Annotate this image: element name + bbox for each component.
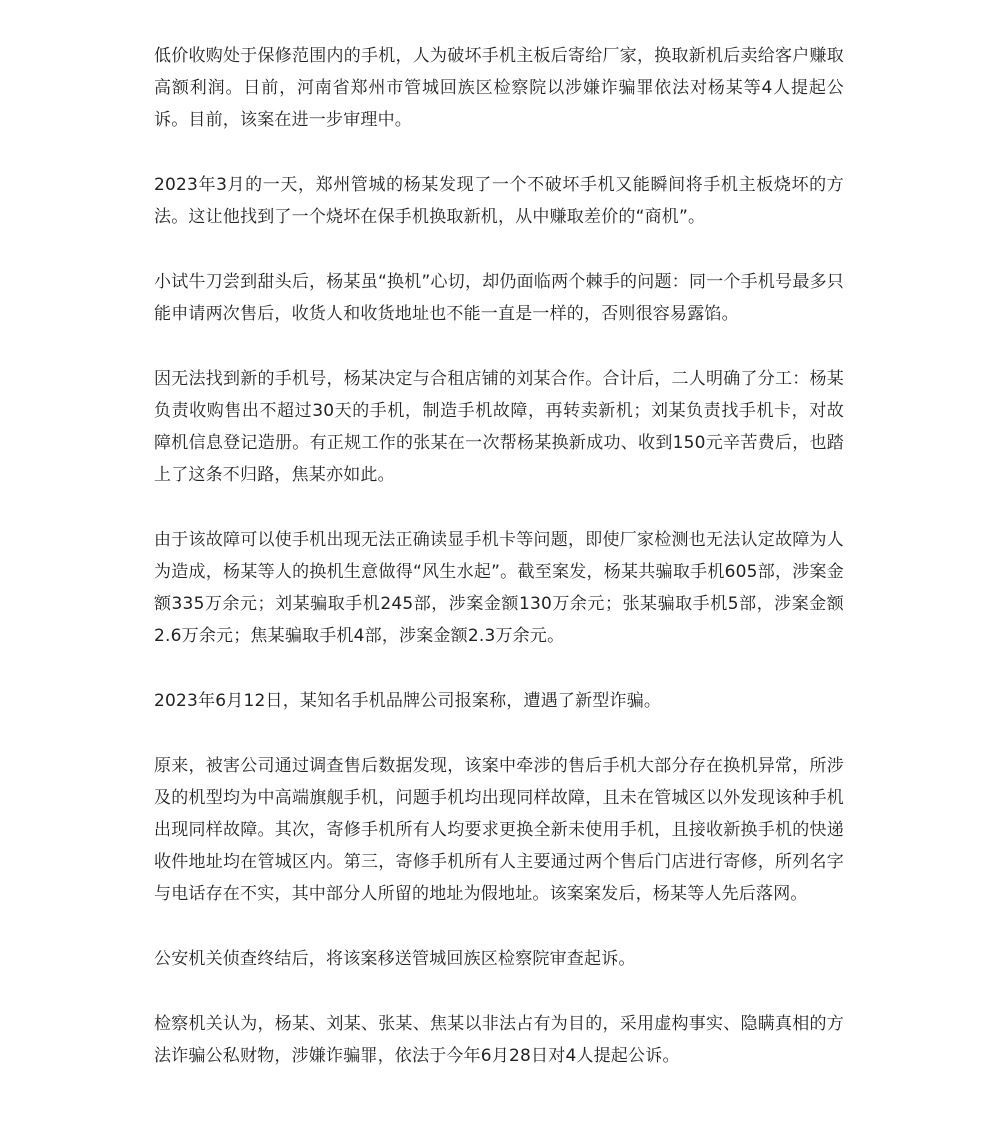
paragraph-intro: 低价收购处于保修范围内的手机，人为破坏手机主板后寄给厂家，换取新机后卖给客户赚取高额利润。日前，河南省郑州市管城回族区检察院以涉嫌诈骗罪依法对杨某等4人提起公诉。目前，该案在进一步审理中。 (154, 46, 844, 130)
paragraph-transfer: 公安机关侦查终结后，将该案移送管城回族区检察院审查起诉。 (154, 949, 636, 969)
paragraph-problem: 小试牛刀尝到甜头后，杨某虽“换机”心切，却仍面临两个棘手的问题：同一个手机号最多只能申请两次售后，收货人和收货地址也不能一直是一样的，否则很容易露馅。 (154, 272, 844, 324)
paragraph-prosecution: 检察机关认为，杨某、刘某、张某、焦某以非法占有为目的，采用虚构事实、隐瞒真相的方法诈骗公私财物，涉嫌诈骗罪，依法于今年6月28日对4人提起公诉。 (154, 1014, 844, 1066)
paragraph-amounts: 由于该故障可以使手机出现无法正确读显手机卡等问题，即使厂家检测也无法认定故障为人为造成，杨某等人的换机生意做得“风生水起”。截至案发，杨某共骗取手机605部，涉案金额335万余元；刘某骗取手机245部，涉案金额130万余元；张某骗取手机5部，涉案金额2.6万余元；焦某骗取手机4部，涉案金额2.3万余元。 (154, 530, 844, 646)
article-body (154, 40, 844, 1072)
paragraph-report: 2023年6月12日，某知名手机品牌公司报案称，遭遇了新型诈骗。 (154, 691, 662, 711)
paragraph-discovery: 2023年3月的一天，郑州管城的杨某发现了一个不破坏手机又能瞬间将手机主板烧坏的方法。这让他找到了一个烧坏在保手机换取新机，从中赚取差价的“商机”。 (154, 175, 844, 227)
paragraph-investigation: 原来，被害公司通过调查售后数据发现，该案中牵涉的售后手机大部分存在换机异常，所涉及的机型均为中高端旗舰手机，问题手机均出现同样故障，且未在管城区以外发现该种手机出现同样故障。其次，寄修手机所有人均要求更换全新未使用手机，且接收新换手机的快递收件地址均在管城区内。第三，寄修手机所有人主要通过两个售后门店进行寄修，所列名字与电话存在不实，其中部分人所留的地址为假地址。该案案发后，杨某等人先后落网。 (154, 756, 844, 904)
paragraph-division-of-labor: 因无法找到新的手机号，杨某决定与合租店铺的刘某合作。合计后，二人明确了分工：杨某负责收购售出不超过30天的手机，制造手机故障，再转卖新机；刘某负责找手机卡，对故障机信息登记造册。有正规工作的张某在一次帮杨某换新成功、收到150元辛苦费后，也踏上了这条不归路，焦某亦如此。 (154, 369, 844, 485)
